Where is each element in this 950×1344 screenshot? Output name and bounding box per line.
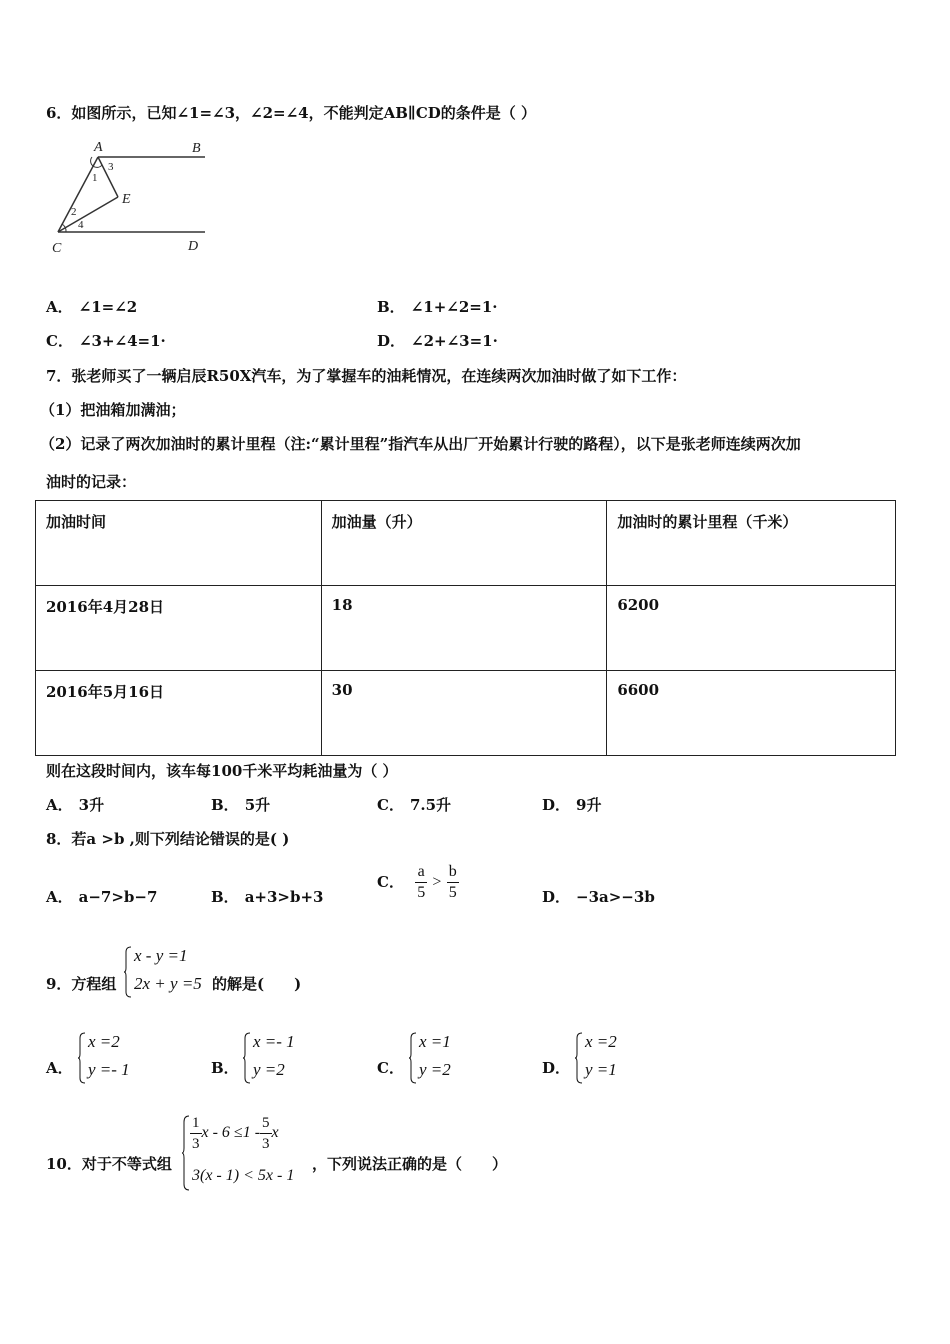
q10-prefix: 10．对于不等式组	[46, 1155, 172, 1173]
q8-stem: 8．若a >b ,则下列结论错误的是( )	[46, 830, 290, 848]
q6-option-d[interactable]: D． ∠2+∠3=1·	[377, 332, 498, 350]
q7-step1: （1）把油箱加满油；	[40, 401, 186, 419]
table-header-row	[36, 501, 896, 586]
q9-option-d[interactable]: x =2 y =1	[575, 1030, 655, 1086]
q7-question: 则在这段时间内，该车每100千米平均耗油量为（ ）	[46, 762, 398, 780]
q10-suffix: ，下列说法正确的是（ ）	[312, 1155, 508, 1173]
q9-option-b-label[interactable]: B．	[211, 1059, 239, 1077]
q10-ineq2: 3(x - 1) < 5x - 1	[192, 1167, 295, 1184]
table-row	[36, 671, 896, 756]
q7-option-d[interactable]: D． 9升	[542, 796, 602, 814]
q6-option-c[interactable]: C． ∠3+∠4=1·	[46, 332, 166, 350]
q7-step2-cont: 油时的记录：	[46, 473, 137, 491]
q9-option-a[interactable]: x =2 y =- 1	[78, 1030, 158, 1086]
fig-angle-3: 3	[108, 161, 114, 173]
fig-angle-2: 2	[71, 206, 77, 218]
q9-suffix: 的解是( )	[212, 975, 302, 993]
table-header-cell: 加油时间	[36, 501, 322, 586]
q9-option-c-label[interactable]: C．	[377, 1059, 404, 1077]
table-cell: 30	[321, 671, 607, 756]
q8-option-a[interactable]: A． a−7>b−7	[46, 888, 158, 906]
q9-equation-system	[124, 944, 214, 1000]
table-cell: 2016年5月16日	[36, 671, 322, 756]
q7-record-table	[35, 500, 896, 756]
fig-label-b: B	[192, 141, 201, 156]
table-cell: 6200	[607, 586, 896, 671]
fig-angle-4: 4	[78, 219, 84, 231]
table-row	[36, 586, 896, 671]
q7-stem: 7．张老师买了一辆启辰R50X汽车，为了掌握车的油耗情况，在连续两次加油时做了如下工作：	[46, 367, 687, 385]
table-cell: 2016年4月28日	[36, 586, 322, 671]
q7-step2: （2）记录了两次加油时的累计里程（注:“累计里程”指汽车从出厂开始累计行驶的路程），以下是张老师连续两次加	[40, 435, 801, 453]
fraction-a-over-5: $\frac{a}{5}$	[417, 863, 426, 901]
q9-option-d-label[interactable]: D．	[542, 1059, 571, 1077]
q8-option-b[interactable]: B． a+3>b+3	[211, 888, 324, 906]
fig-label-a: A	[94, 140, 103, 155]
q9-option-b[interactable]: x =- 1 y =2	[243, 1030, 323, 1086]
q6-figure	[40, 135, 220, 260]
q9-prefix: 9．方程组	[46, 975, 117, 993]
table-header-cell: 加油量（升）	[321, 501, 607, 586]
q9-eq1: x - y =1	[134, 946, 188, 965]
q9-option-a-label[interactable]: A．	[46, 1059, 73, 1077]
q10-inequality-system	[182, 1113, 312, 1193]
q8-option-d[interactable]: D． −3a>−3b	[542, 888, 655, 906]
q6-stem: 6．如图所示，已知∠1=∠3，∠2=∠4，不能判定AB∥CD的条件是（ ）	[46, 104, 537, 122]
fig-angle-1: 1	[92, 172, 98, 184]
q9-eq2: 2x + y =5	[134, 974, 202, 993]
table-cell: 18	[321, 586, 607, 671]
fig-label-e: E	[122, 192, 131, 207]
q10-ineq1: $\frac{1}{3}$ x - 6 ≤1 - $\frac{5}{3}$ x	[192, 1115, 279, 1152]
q7-option-b[interactable]: B． 5升	[211, 796, 271, 814]
q6-option-b[interactable]: B． ∠1+∠2=1·	[377, 298, 498, 316]
fig-label-c: C	[52, 241, 62, 256]
q7-option-c[interactable]: C． 7.5升	[377, 796, 452, 814]
q9-option-c[interactable]: x =1 y =2	[409, 1030, 489, 1086]
fraction-b-over-5: $\frac{b}{5}$	[448, 863, 457, 901]
table-cell: 6600	[607, 671, 896, 756]
q7-option-a[interactable]: A． 3升	[46, 796, 105, 814]
table-header-cell: 加油时的累计里程（千米）	[607, 501, 896, 586]
q6-option-a[interactable]: A． ∠1=∠2	[46, 298, 138, 316]
fig-label-d: D	[188, 239, 199, 254]
q8-option-c[interactable]: C． $\frac{a}{5}$ > $\frac{b}{5}$	[377, 863, 457, 901]
